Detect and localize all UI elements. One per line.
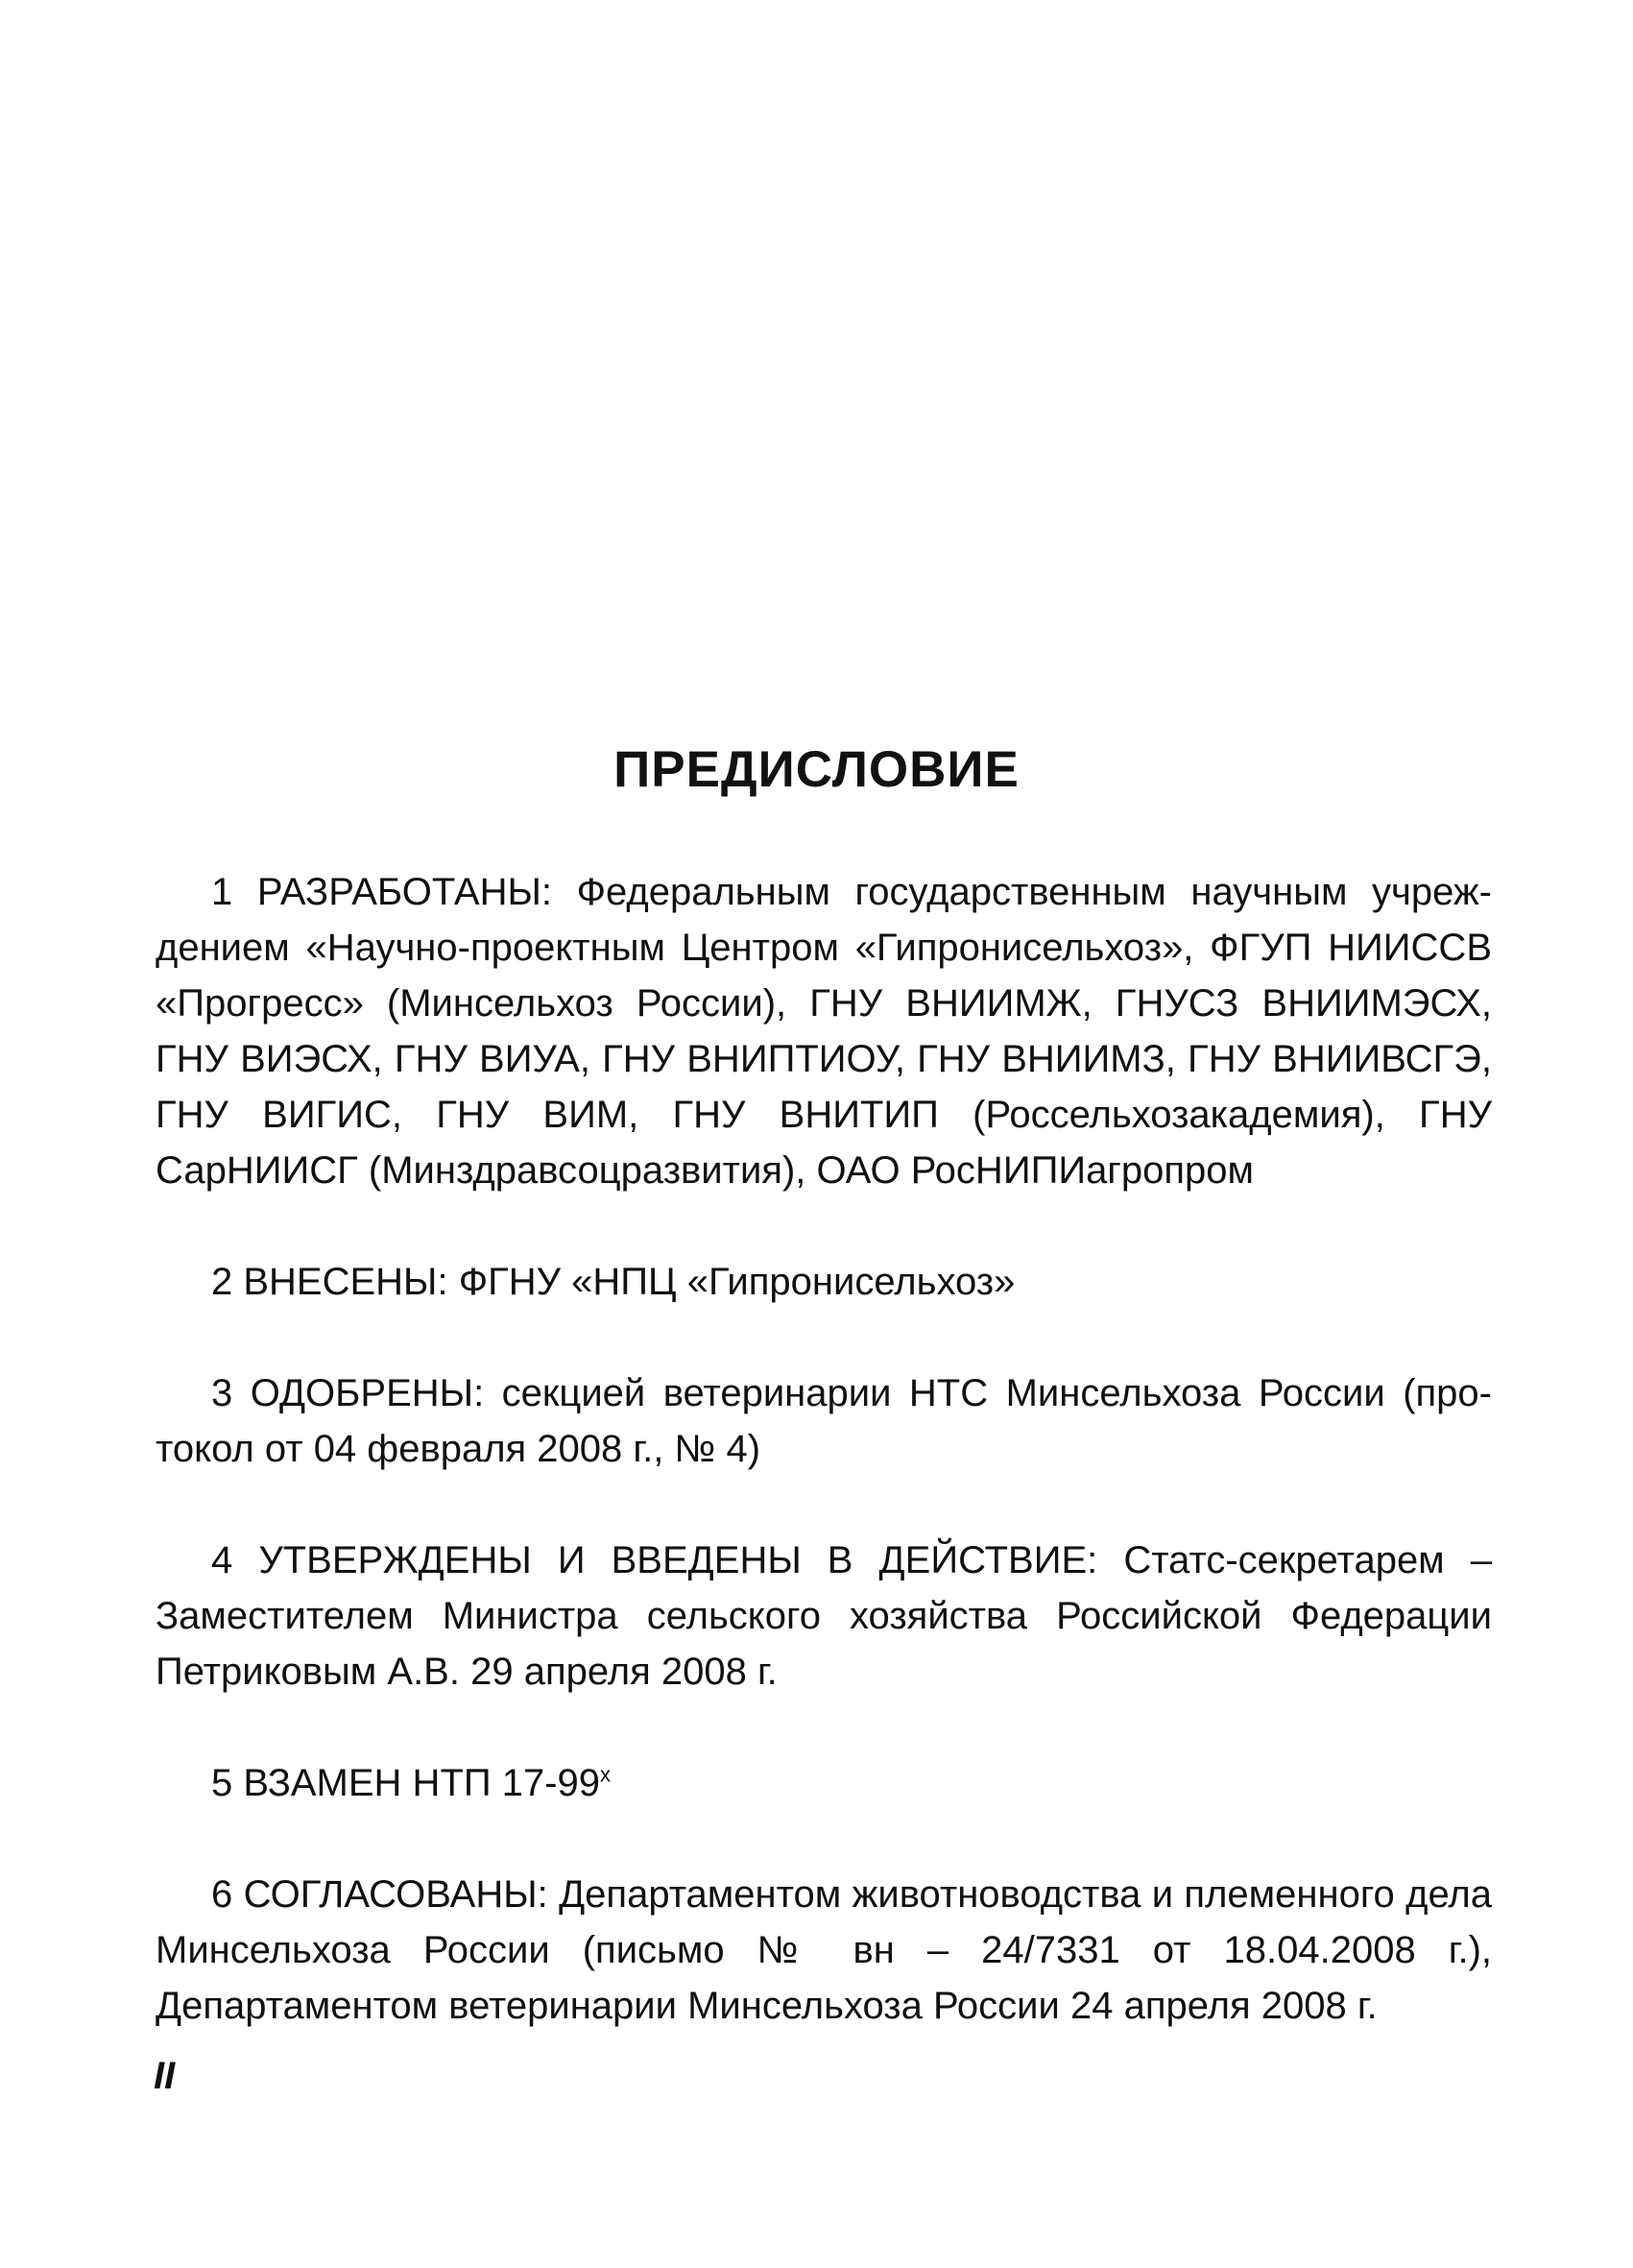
paragraph-introduced: 2 ВНЕСЕНЫ: ФГНУ «НПЦ «Гипронисельхоз» xyxy=(211,1261,1016,1303)
page-title: ПРЕДИСЛОВИЕ xyxy=(613,741,1020,798)
paragraph-agreed: 6 СОГЛАСОВАНЫ: Департаментом животноводства и племенного дела Минсельхоза России (письмо № вн – 24/7331 от 18.04.2008 г.), Департаментом ветеринарии Минсельхоза России 24 апреля 2008 г. xyxy=(156,1873,1492,2027)
paragraph-developers: 1 РАЗРАБОТАНЫ: Федеральным государственным научным учреждением «Научно-проектным Центром «Гипронисельхоз», ФГУП НИИССВ «Прогресс» (Минсельхоз России), ГНУ ВНИИМЖ, ГНУСЗ ВНИИМЭСХ, ГНУ ВИЭСХ, ГНУ ВИУА, ГНУ ВНИПТИОУ, ГНУ ВНИИМЗ, ГНУ ВНИИВСГЭ, ГНУ ВИГИС, ГНУ ВИМ, ГНУ ВНИТИП (Россельхозакадемия), ГНУ СарНИИСГ (Минздравсоцразвития), ОАО РосНИПИагропром xyxy=(156,871,1492,1192)
paragraph-enacted: 4 УТВЕРЖДЕНЫ И ВВЕДЕНЫ В ДЕЙСТВИЕ: Статс-секретарем – Заместителем Министра сельского хозяйства Российской Федерации Петриковым А.В. 29 апреля 2008 г. xyxy=(156,1539,1492,1693)
preface-content xyxy=(156,864,1492,2089)
page-number: II xyxy=(154,2055,176,2097)
replaces-text: 5 ВЗАМЕН НТП 17-99 xyxy=(211,1762,601,1804)
paragraph-approved: 3 ОДОБРЕНЫ: секцией ветеринарии НТС Минсельхоза России (протокол от 04 февраля 2008 г., № 4) xyxy=(156,1372,1492,1470)
replaces-superscript: х xyxy=(600,1762,612,1787)
paragraph-replaces xyxy=(156,1755,1492,1811)
